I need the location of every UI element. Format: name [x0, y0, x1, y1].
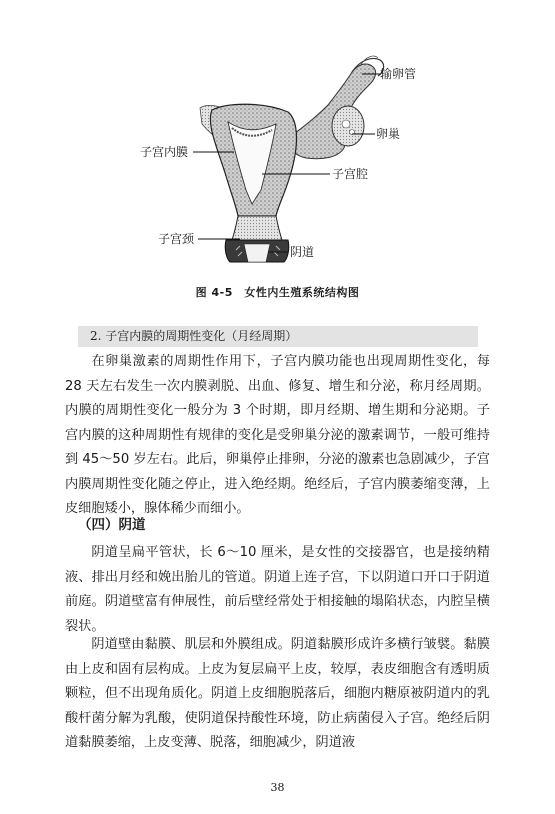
label-vagina: 阴道: [290, 245, 315, 259]
subsection-heading: （四）阴道: [78, 517, 146, 533]
anatomy-illustration: [0, 0, 555, 300]
label-uterine-cavity: 子宫腔: [332, 167, 369, 181]
figure-caption: 图 4-5 女性内生殖系统结构图: [195, 286, 360, 299]
label-fallopian-tube: 输卵管: [380, 67, 417, 81]
fallopian-tube-shape: [285, 56, 384, 159]
uterus-shape: [210, 104, 296, 216]
label-ovary: 卵巢: [376, 127, 401, 141]
section-heading: 2. 子宫内膜的周期性变化（月经周期）: [78, 326, 478, 347]
paragraph-menstrual-cycle: 在卵巢激素的周期性作用下，子宫内膜功能也出现周期性变化，每 28 天左右发生一次内膜剥脱、出血、修复、增生和分泌，称月经周期。内膜的周期性变化一般分为 3 个时期，即月经期、增生期和分泌期。子宫内膜的这种周期性有规律的变化是受卵巢分泌的激素调节，一般可维持到 45～50 岁左右。此后，卵巢停止排卵，分泌的激素也急剧减少，子宫内膜周期性变化随之停止，进入绝经期。绝经后，子宫内膜萎缩变薄，上皮细胞矮小，腺体稀少而细小。: [65, 354, 490, 516]
anatomy-figure: [0, 0, 555, 300]
cervix-shape: [232, 216, 282, 240]
label-cervix: 子宫颈: [158, 232, 195, 246]
page-number: 38: [270, 781, 285, 794]
vagina-shape: [225, 240, 289, 262]
paragraph-vagina-structure: 阴道呈扁平管状，长 6～10 厘米，是女性的交接器官，也是接纳精液、排出月经和娩出胎儿的管道。阴道上连子宫，下以阴道口开口于阴道前庭。阴道壁富有伸展性，前后壁经常处于相接触的塌陷状态，内腔呈横裂状。: [65, 545, 490, 634]
label-endometrium: 子宫内膜: [140, 145, 189, 159]
paragraph-vagina-wall: 阴道壁由黏膜、肌层和外膜组成。阴道黏膜形成许多横行皱襞。黏膜由上皮和固有层构成。上皮为复层扁平上皮，较厚，表皮细胞含有透明质颗粒，但不出现角质化。阴道上皮细胞脱落后，细胞内糖原被阴道内的乳酸杆菌分解为乳酸，使阴道保持酸性环境，防止病菌侵入子宫。绝经后阴道黏膜萎缩，上皮变薄、脱落，细胞减少，阴道液: [65, 637, 490, 750]
